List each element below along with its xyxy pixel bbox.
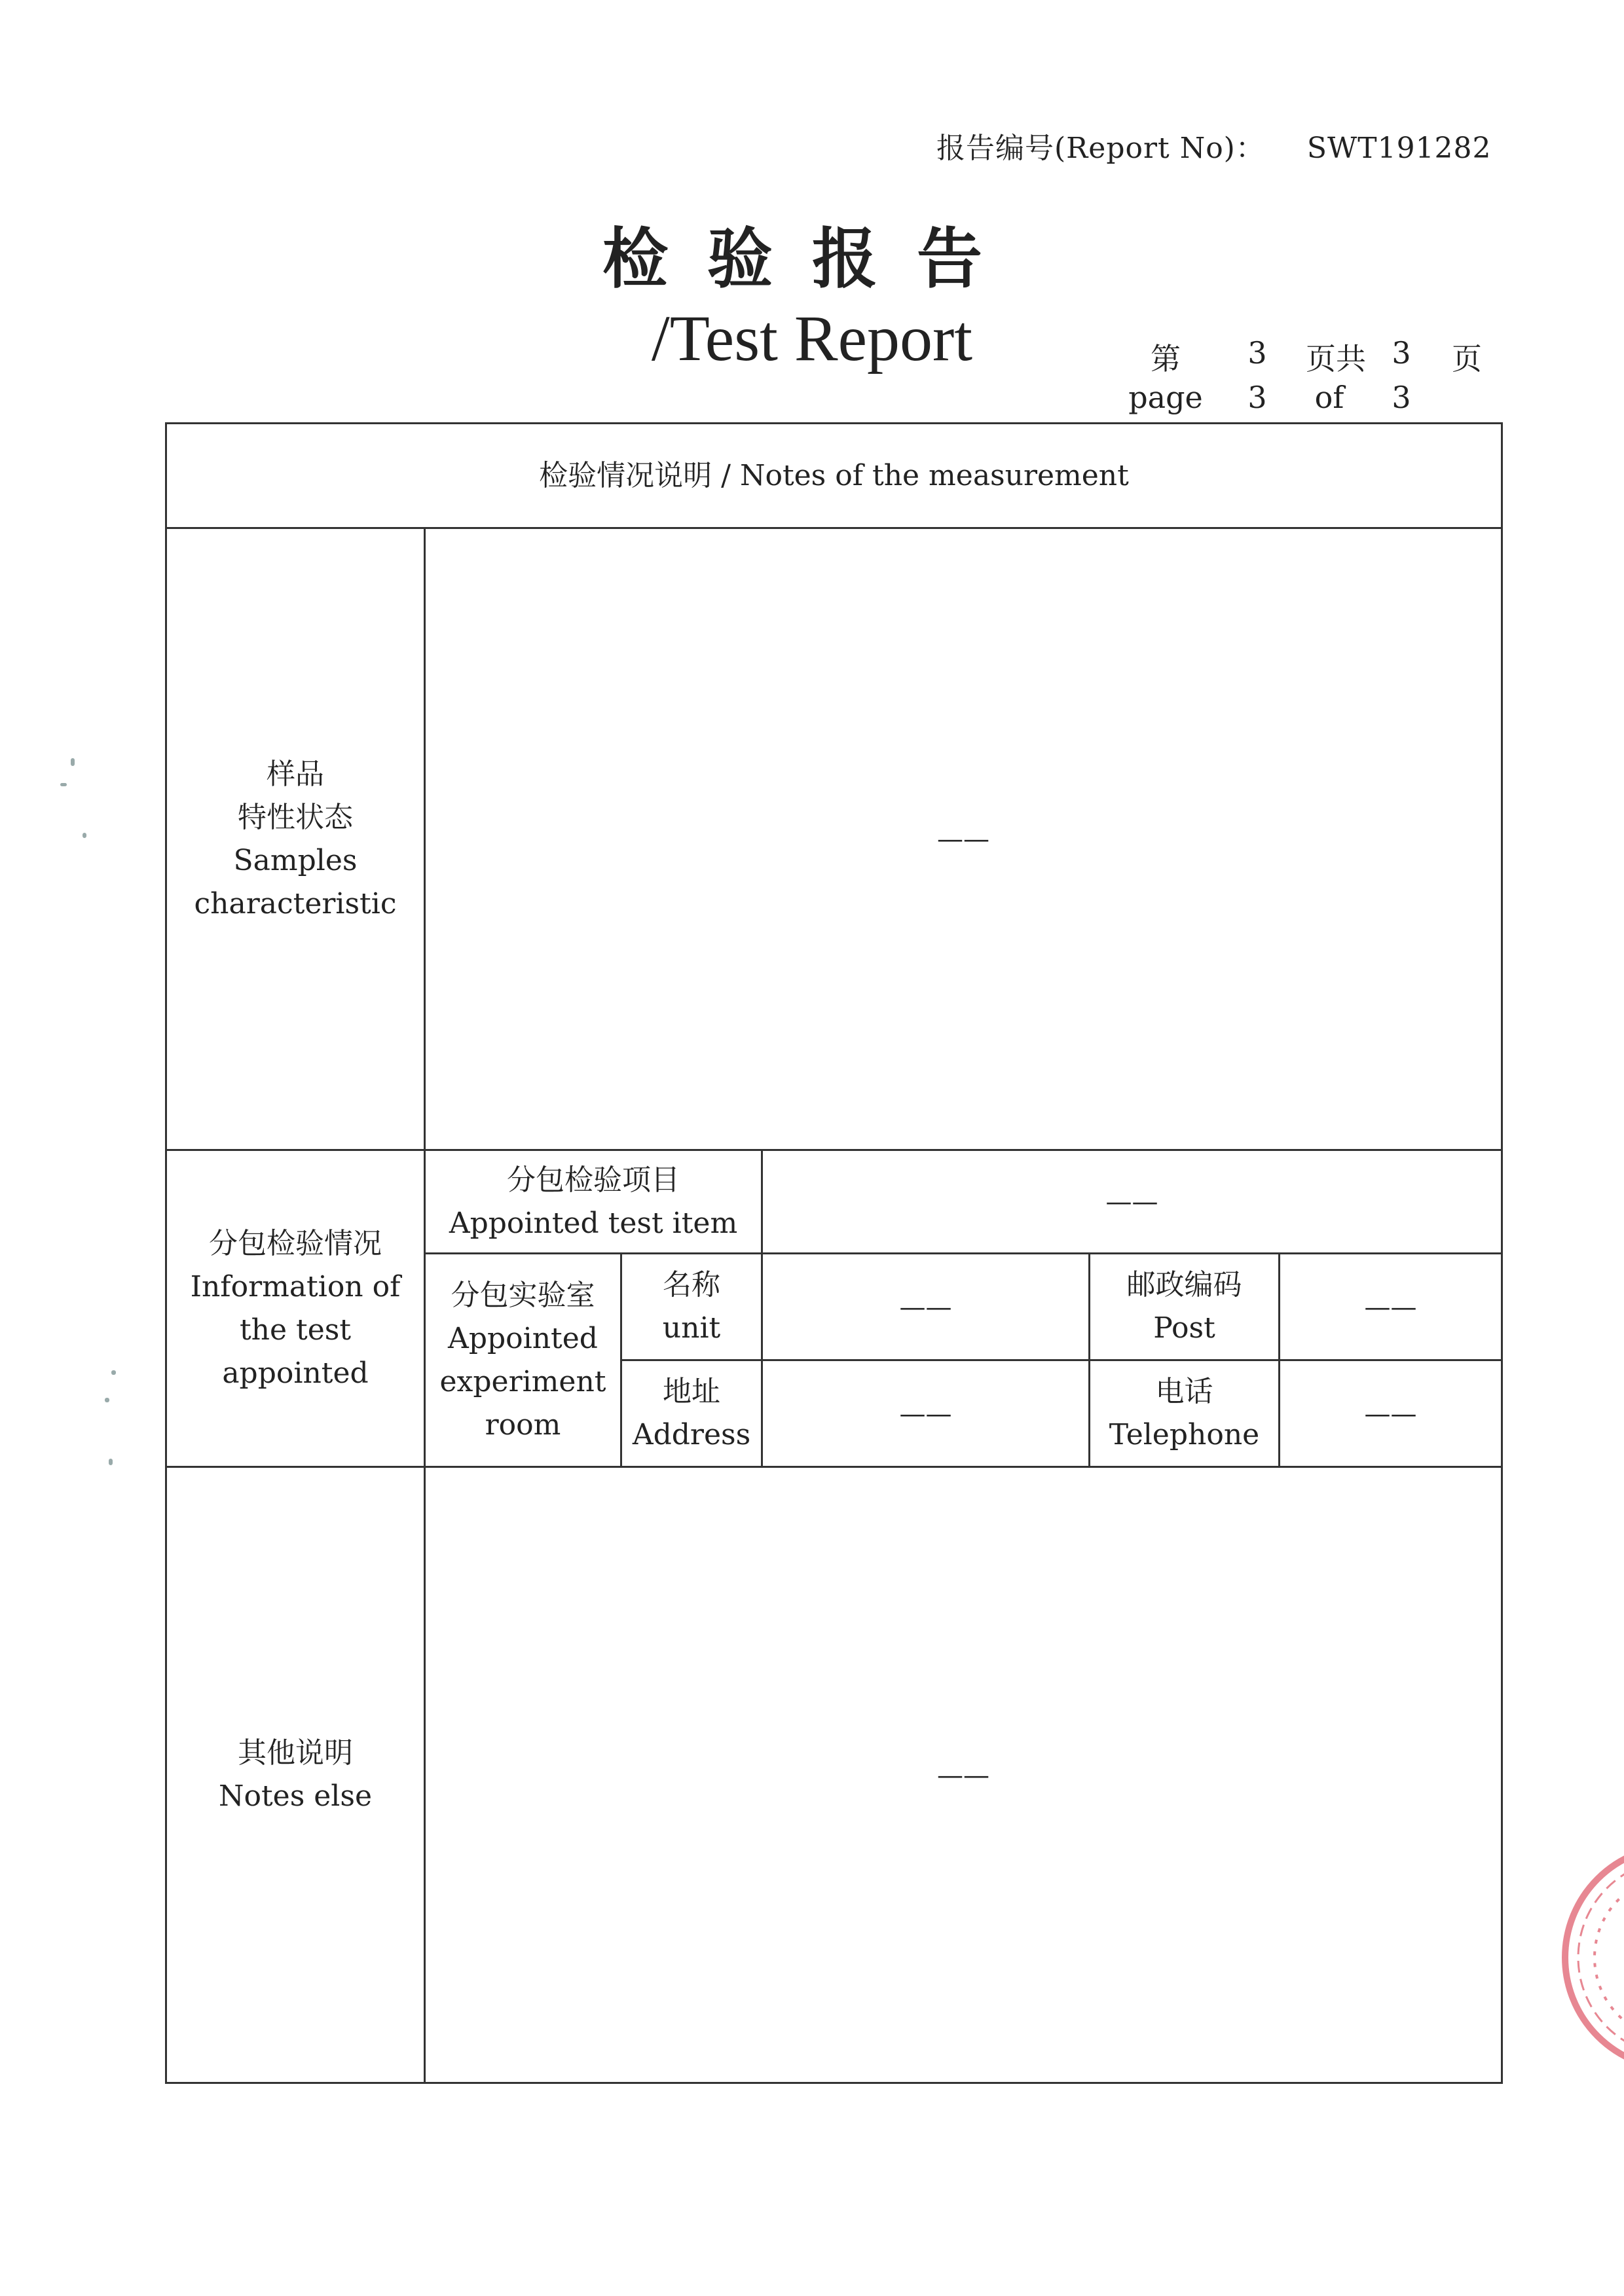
notes-else-label-cell: [166, 1467, 425, 2083]
title-cn: 检验报告: [602, 221, 1022, 297]
notes-else-label-en: Notes else: [218, 1779, 372, 1813]
notes-else-value: ——: [937, 1760, 989, 1791]
post-value: ——: [1364, 1292, 1417, 1322]
phone-value: ——: [1364, 1398, 1417, 1429]
subcontract-label-en-1: Information of: [190, 1269, 401, 1303]
page-en-middle: of: [1314, 380, 1344, 415]
samples-label-cn-2: 特性状态: [238, 800, 353, 834]
notes-else-label-cn: 其他说明: [238, 1736, 353, 1770]
phone-label-en: Telephone: [1109, 1418, 1260, 1451]
appointed-item-label-en: Appointed test item: [449, 1206, 738, 1240]
page-title: [0, 206, 1624, 376]
notes-else-value-cell: [425, 1467, 1502, 2083]
seal-outer-ring: [1565, 1846, 1624, 2069]
samples-value: ——: [937, 824, 989, 854]
appointed-lab-label-cn: 分包实验室: [451, 1278, 595, 1312]
appointed-item-value: ——: [1105, 1187, 1158, 1217]
appointed-lab-label-en-2: experiment: [439, 1364, 606, 1398]
samples-label-cn-1: 样品: [267, 757, 324, 791]
samples-label-en-1: Samples: [233, 843, 358, 877]
samples-label-en-2: characteristic: [194, 886, 397, 920]
unit-name-label-cell: [621, 1254, 762, 1360]
address-value-cell: [762, 1360, 1090, 1467]
report-number-label: 报告编号(Report No)：: [936, 132, 1265, 165]
appointed-lab-label-en-3: room: [485, 1408, 561, 1442]
address-value: ——: [899, 1398, 952, 1429]
post-value-cell: [1280, 1254, 1502, 1360]
scan-speck: [71, 758, 75, 766]
page-en-prefix: page: [1128, 380, 1203, 415]
samples-label-cell: [166, 528, 425, 1150]
samples-value-cell: [425, 528, 1502, 1150]
appointed-item-value-cell: [762, 1150, 1502, 1254]
phone-label-cell: [1090, 1360, 1280, 1467]
subcontract-label-en-3: appointed: [222, 1356, 369, 1390]
appointed-lab-label-en-1: Appointed: [448, 1321, 598, 1355]
unit-name-value: ——: [899, 1292, 952, 1322]
unit-name-value-cell: [762, 1254, 1090, 1360]
subcontract-label-cell: [166, 1150, 425, 1467]
page-en-total: 3: [1392, 380, 1411, 415]
post-label-en: Post: [1153, 1311, 1215, 1345]
phone-value-cell: [1280, 1360, 1502, 1467]
table-caption: [166, 424, 1502, 528]
table-caption-text: 检验情况说明 / Notes of the measurement: [539, 458, 1129, 492]
appointed-item-label-cell: [425, 1150, 762, 1254]
page-cn-suffix: 页: [1452, 341, 1482, 376]
page-cn-current: 3: [1247, 335, 1267, 371]
report-number-value: SWT191282: [1306, 132, 1492, 165]
unit-name-label-cn: 名称: [663, 1268, 720, 1302]
scan-speck: [105, 1398, 109, 1402]
page-cn-prefix: 第: [1151, 341, 1181, 376]
page-en-current: 3: [1247, 380, 1267, 415]
official-seal-stamp: [1532, 1820, 1624, 2095]
report-number: [936, 124, 1492, 166]
scan-speck: [83, 833, 86, 838]
address-label-cell: [621, 1360, 762, 1467]
phone-label-cn: 电话: [1155, 1375, 1213, 1408]
subcontract-label-en-2: the test: [239, 1313, 352, 1347]
post-label-cn: 邮政编码: [1126, 1268, 1242, 1302]
address-label-cn: 地址: [663, 1375, 720, 1408]
address-label-en: Address: [632, 1418, 751, 1451]
scan-speck: [111, 1370, 116, 1375]
scan-speck: [60, 783, 67, 786]
title-en: /Test Report: [651, 302, 973, 374]
page-cn-middle: 页共: [1306, 341, 1366, 376]
seal-inner-ring: [1595, 1876, 1624, 2039]
page-cn-total: 3: [1392, 335, 1411, 371]
unit-name-label-en: unit: [662, 1311, 721, 1345]
measurement-notes-table: [165, 422, 1503, 2084]
appointed-item-label-cn: 分包检验项目: [507, 1163, 680, 1197]
appointed-lab-label-cell: [425, 1254, 621, 1467]
subcontract-label-cn: 分包检验情况: [209, 1226, 382, 1260]
post-label-cell: [1090, 1254, 1280, 1360]
scan-speck: [109, 1459, 113, 1465]
